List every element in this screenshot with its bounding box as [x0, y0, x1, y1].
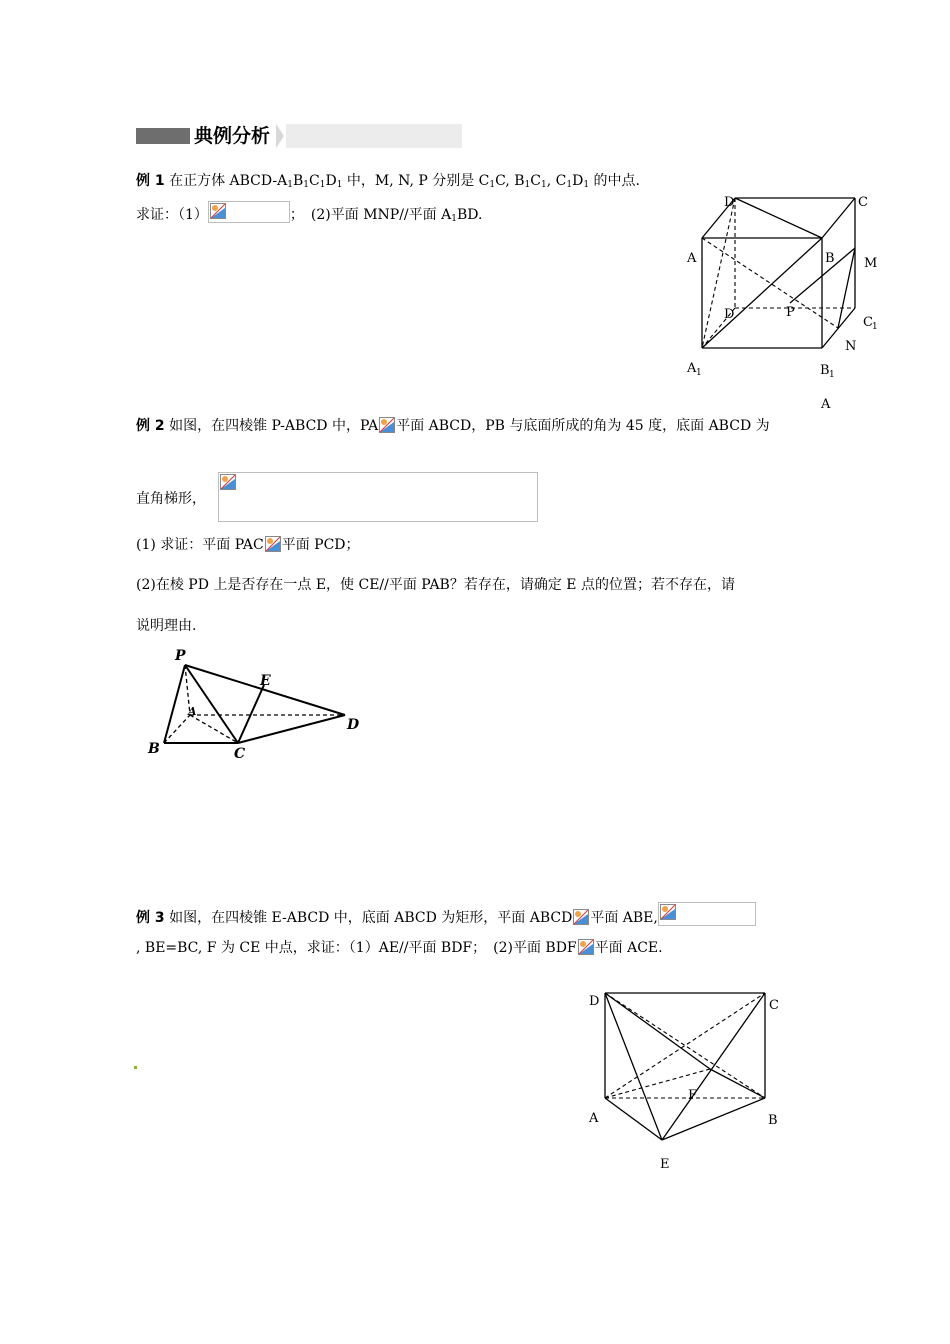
broken-image-icon — [378, 416, 396, 434]
broken-image-box — [658, 902, 756, 926]
edge-CE — [662, 993, 765, 1140]
edge — [702, 238, 822, 348]
ex1-label: 例 1 — [136, 173, 165, 189]
section-bar-light — [286, 124, 462, 148]
ex2-label: 例 2 — [136, 418, 165, 434]
text: C — [309, 173, 320, 189]
label-B: B — [768, 1113, 778, 1128]
text: 如图，在四棱锥 P-ABCD 中，PA — [169, 418, 379, 434]
label-C1: C — [863, 315, 873, 330]
text: (1) 求证：平面 PAC — [136, 537, 264, 553]
label-C: C — [234, 746, 246, 762]
text: D — [325, 173, 337, 189]
text: 平面 ABCD，PB 与底面所成的角为 45 度，底面 ABCD 为 — [396, 418, 770, 434]
edge-FB — [710, 1069, 765, 1098]
label-A1: A — [687, 361, 697, 376]
label-sub: 1 — [872, 322, 878, 332]
label-E: E — [660, 1157, 670, 1172]
label-A-below: A — [821, 397, 831, 412]
sub: 1 — [287, 180, 293, 190]
ex2-line2 — [136, 488, 206, 508]
label-P: P — [175, 648, 186, 664]
label-E: E — [260, 673, 271, 689]
label-sub: 1 — [829, 370, 835, 380]
label-B: B — [148, 741, 160, 757]
section-header — [136, 124, 462, 148]
dot-mark — [134, 1066, 137, 1069]
broken-image-icon — [264, 535, 282, 553]
section-bar-dark — [136, 128, 190, 144]
label-N: N — [845, 339, 857, 354]
ex2-q2-line2 — [136, 615, 196, 635]
text: ； (2)平面 MNP//平面 A — [289, 207, 452, 223]
ex2-q2-line1 — [136, 574, 735, 594]
label-P: P — [786, 305, 795, 320]
sub: 1 — [451, 214, 457, 224]
text: , BE=BC, F 为 CE 中点，求证：（1）AE//平面 BDF； (2)平面 BDF — [136, 940, 577, 956]
edge — [822, 198, 855, 238]
label-C: C — [769, 998, 779, 1013]
text: 平面 ACE. — [594, 940, 663, 956]
ex1-line2 — [136, 201, 482, 224]
ex2-q1 — [136, 534, 360, 554]
edge-DF — [605, 993, 710, 1069]
label-D: D — [347, 717, 360, 733]
pyramid-figure — [140, 645, 370, 765]
sub: 1 — [566, 180, 573, 190]
text: 中，M, N, P 分别是 C — [342, 173, 490, 189]
edge-PC — [185, 665, 238, 743]
broken-image-icon — [572, 908, 590, 926]
label-D1: D — [724, 307, 735, 322]
broken-image-icon — [577, 938, 595, 956]
text: D — [572, 173, 584, 189]
ex3-line2 — [136, 937, 663, 957]
text: 平面 ABE, — [590, 910, 658, 926]
sub: 1 — [336, 180, 343, 190]
text: 如图，在四棱锥 E-ABCD 中，底面 ABCD 为矩形，平面 ABCD — [169, 910, 573, 926]
broken-image-box — [218, 472, 538, 522]
text: 直角梯形， — [136, 491, 206, 507]
sub: 1 — [303, 180, 309, 190]
text: B — [292, 173, 304, 189]
text: 求证：（1） — [136, 207, 208, 223]
label-D: D — [724, 195, 735, 210]
sub: 1 — [541, 180, 547, 190]
ex3-line1 — [136, 902, 756, 927]
section-bar-arrow — [276, 124, 284, 148]
hidden-edge — [702, 238, 838, 328]
text: C, B — [495, 173, 525, 189]
sub: 1 — [319, 180, 326, 190]
label-A: A — [687, 251, 697, 266]
sub: 1 — [524, 180, 531, 190]
text: 平面 PCD； — [281, 537, 360, 553]
label-B: B — [825, 251, 835, 266]
text: 在正方体 ABCD-A — [169, 173, 288, 189]
text: , C — [546, 173, 567, 189]
hidden-edge-AC — [190, 715, 238, 743]
label-F: F — [688, 1088, 698, 1103]
text: BD. — [456, 207, 483, 223]
text: 说明理由. — [136, 618, 197, 634]
label-M: M — [864, 256, 878, 271]
text: (2)在棱 PD 上是否存在一点 E，使 CE//平面 PAB？若存在，请确定 E 点的位置；若不存在，请 — [136, 577, 735, 593]
hidden-edge — [702, 198, 735, 348]
sub: 1 — [583, 180, 590, 190]
edge — [735, 198, 822, 238]
ex3-label: 例 3 — [136, 910, 165, 926]
sub: 1 — [489, 180, 496, 190]
ex1-line1 — [136, 170, 640, 190]
cube-figure — [680, 188, 890, 418]
label-C: C — [858, 195, 868, 210]
edge-CD — [238, 715, 345, 743]
broken-image-icon — [220, 474, 236, 490]
edge-CE — [238, 685, 264, 743]
text: C — [530, 173, 541, 189]
label-A: A — [589, 1111, 599, 1126]
rect-pyramid-figure — [580, 985, 790, 1175]
section-title: 典例分析 — [194, 125, 271, 147]
broken-image-icon — [208, 201, 290, 223]
ex2-line1 — [136, 415, 770, 435]
text: 的中点. — [589, 173, 640, 189]
label-sub: 1 — [696, 368, 702, 378]
label-D: D — [589, 994, 600, 1009]
label-A: A — [188, 705, 197, 718]
label-B1: B — [820, 363, 830, 378]
